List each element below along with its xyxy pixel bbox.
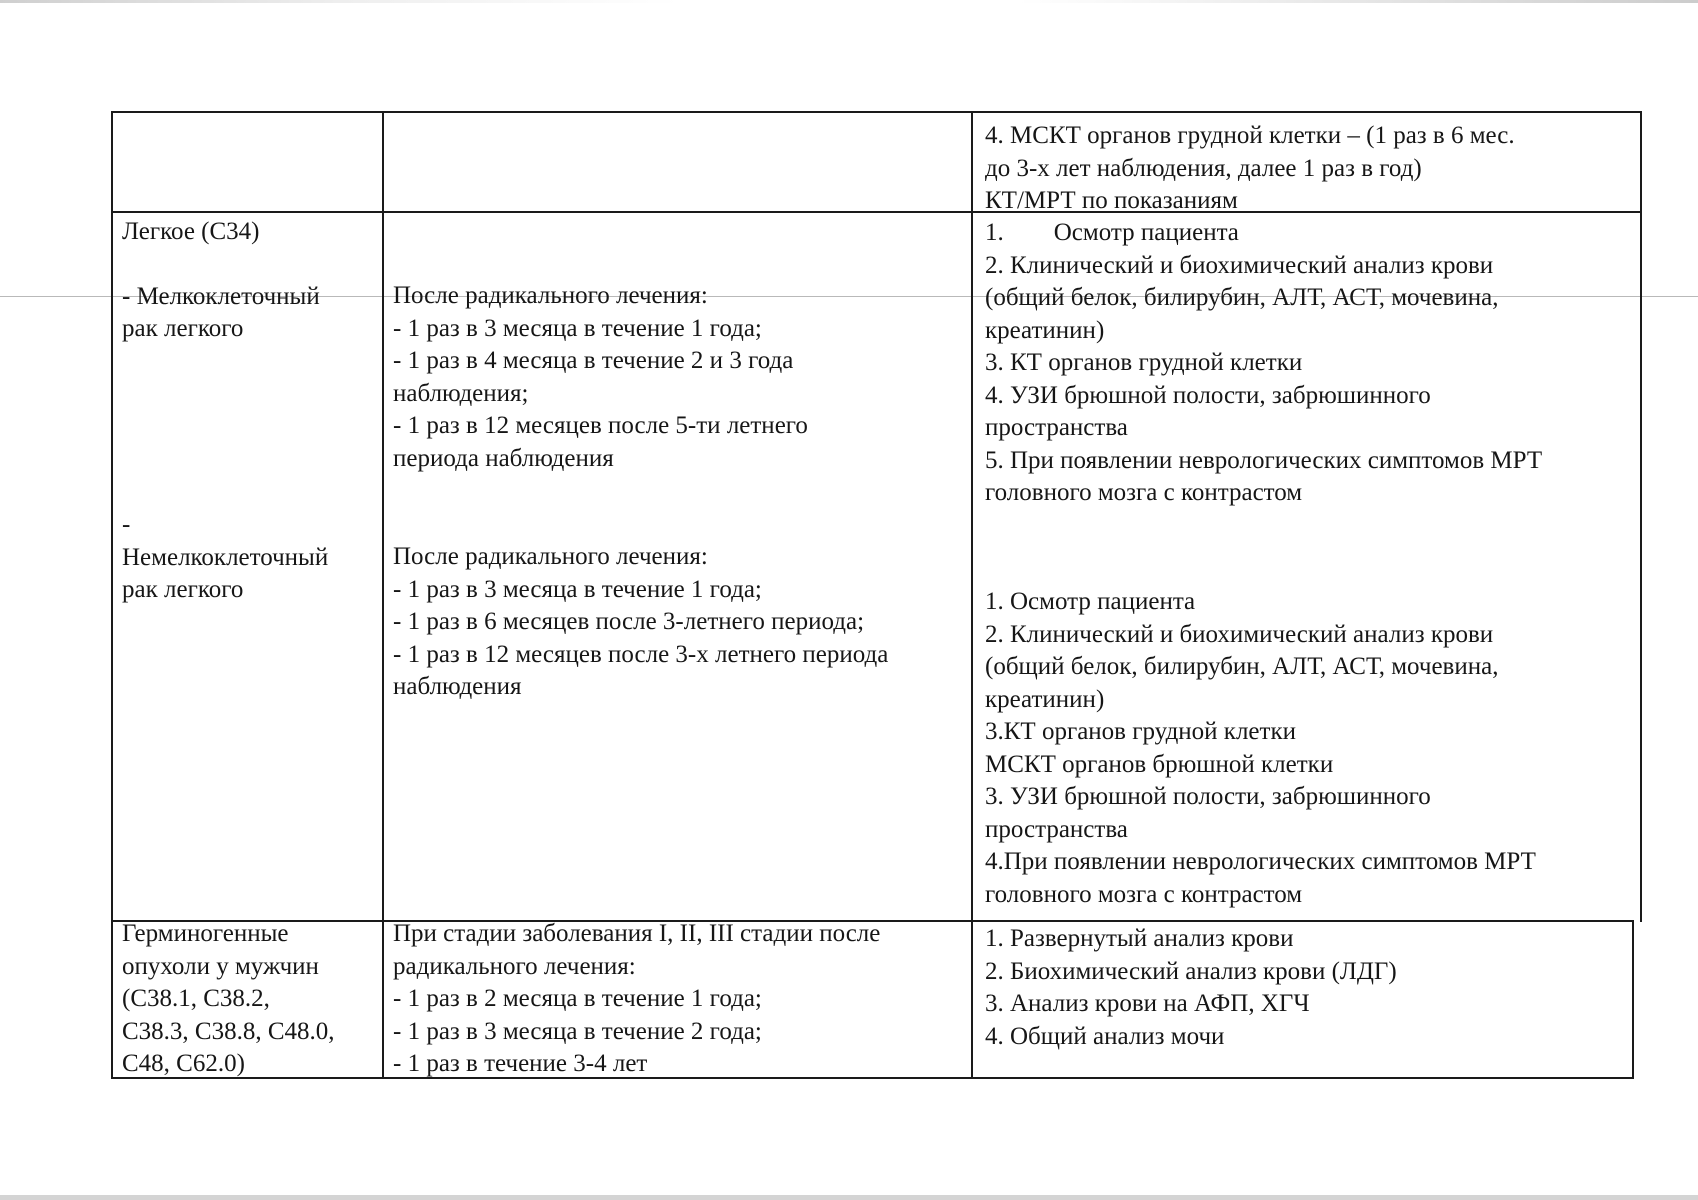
cell-text-line: креатинин) <box>985 316 1105 344</box>
cell-text-line: 2. Клинический и биохимический анализ крови <box>985 251 1494 279</box>
cell-text-line: - Мелкоклеточный <box>122 282 320 310</box>
cell-text-line: МСКТ органов брюшной клетки <box>985 750 1334 778</box>
cell-text-line: - 1 раз в 4 месяца в течение 2 и 3 года <box>393 347 794 374</box>
cell-text-line: При стадии заболевания I, II, III стадии после <box>393 920 881 947</box>
cell-text-line: опухоли у мужчин <box>122 952 319 980</box>
cell-text-line: После радикального лечения: <box>393 282 708 309</box>
cell-text-line: 2. Биохимический анализ крови (ЛДГ) <box>985 957 1397 985</box>
cell-text-line: КТ/МРТ по показаниям <box>985 187 1238 214</box>
cell-text-line: креатинин) <box>985 685 1105 713</box>
row2-col3-sclc <box>985 217 1542 510</box>
cell-text-line: 4. МСКТ органов грудной клетки – (1 раз в 6 мес. <box>985 122 1515 149</box>
cell-text-line: - 1 раз в 3 месяца в течение 1 года; <box>393 314 762 342</box>
cell-text-line: 2. Клинический и биохимический анализ крови <box>985 620 1494 648</box>
cell-text-line: (общий белок, билирубин, АЛТ, АСТ, мочевина, <box>985 653 1499 680</box>
cell-text-line: радикального лечения: <box>393 952 636 980</box>
cell-text-line: пространства <box>985 815 1128 843</box>
cell-text-line: 4.При появлении неврологических симптомов МРТ <box>985 848 1536 875</box>
column-divider-2 <box>971 111 973 1079</box>
cell-text-line: 5. При появлении неврологических симптомов МРТ <box>985 446 1543 474</box>
cell-text-line: 3. УЗИ брюшной полости, забрюшинного <box>985 783 1431 810</box>
row1-col3-cell <box>985 120 1515 218</box>
cell-text-line: Немелкоклеточный <box>122 543 329 571</box>
cell-text-line: наблюдения; <box>393 379 529 407</box>
cell-text-line: 1. Осмотр пациента <box>985 219 1239 246</box>
cell-text-line: 3. КТ органов грудной клетки <box>985 349 1303 376</box>
cell-text-line: 4. Общий анализ мочи <box>985 1022 1225 1050</box>
cell-text-line: (С38.1, С38.2, <box>122 985 270 1012</box>
cell-text-line: - 1 раз в 12 месяцев после 5-ти летнего <box>393 412 808 439</box>
table-border-left <box>111 111 113 1079</box>
cell-text-line: - 1 раз в течение 3-4 лет <box>393 1050 648 1077</box>
cell-text-line: После радикального лечения: <box>393 543 708 570</box>
table-border-top <box>111 111 1642 113</box>
cell-text-line: С38.3, С38.8, С48.0, <box>122 1017 335 1045</box>
cell-text-line: - 1 раз в 6 месяцев после 3-летнего периода; <box>393 608 865 635</box>
cell-text-line: до 3-х лет наблюдения, далее 1 раз в год) <box>985 154 1422 182</box>
row2-col2-nsclc <box>393 541 888 704</box>
row2-col1-cell <box>122 216 320 346</box>
cell-text-line: головного мозга с контрастом <box>985 880 1303 908</box>
cell-text-line: - 1 раз в 3 месяца в течение 2 года; <box>393 1017 762 1045</box>
cell-text-line: периода наблюдения <box>393 444 614 472</box>
table-border-right <box>1640 111 1642 922</box>
cell-text-line: (общий белок, билирубин, АЛТ, АСТ, мочевина, <box>985 284 1499 311</box>
cell-text-line: С48, С62.0) <box>122 1050 245 1077</box>
scan-edge-bottom <box>0 1195 1698 1200</box>
row2-col1-nsclc <box>122 509 328 607</box>
column-divider-1 <box>382 111 384 1079</box>
cell-text-line: рак легкого <box>122 576 244 603</box>
table-border-right-lower <box>1632 920 1634 1079</box>
cell-text-line: 1. Осмотр пациента <box>985 588 1196 615</box>
scan-edge-top <box>0 0 1698 3</box>
row3-col2-cell <box>393 918 880 1081</box>
row3-col3-cell <box>985 923 1397 1053</box>
cell-text-line: 1. Развернутый анализ крови <box>985 925 1294 952</box>
row2-col2-sclc <box>393 280 808 475</box>
cell-text-line: - 1 раз в 3 месяца в течение 1 года; <box>393 575 762 603</box>
row2-col3-nsclc <box>985 586 1536 911</box>
cell-text-line: Герминогенные <box>122 920 289 947</box>
cell-text-line: 3.КТ органов грудной клетки <box>985 718 1296 745</box>
row2-title: Легкое (С34) <box>122 218 260 245</box>
cell-text-line: рак легкого <box>122 315 244 342</box>
cell-text-line: 4. УЗИ брюшной полости, забрюшинного <box>985 381 1431 409</box>
cell-text-line: - 1 раз в 12 месяцев после 3-х летнего периода <box>393 640 889 668</box>
cell-text-line: пространства <box>985 414 1128 441</box>
cell-text-line: - <box>122 511 131 538</box>
cell-text-line: головного мозга с контрастом <box>985 479 1303 506</box>
cell-text-line: 3. Анализ крови на АФП, ХГЧ <box>985 990 1310 1017</box>
row3-col1-cell <box>122 918 335 1081</box>
cell-text-line: - 1 раз в 2 месяца в течение 1 года; <box>393 985 762 1012</box>
cell-text-line: наблюдения <box>393 673 522 700</box>
